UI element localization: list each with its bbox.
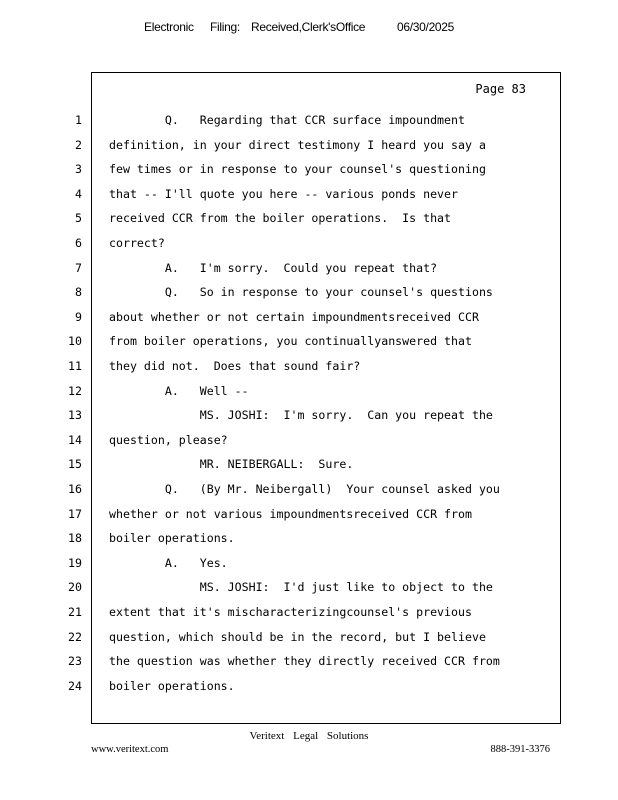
line-text: MS. JOSHI: I'm sorry. Can you repeat the — [109, 408, 493, 423]
transcript-line — [0, 260, 618, 285]
line-text: question, please? — [109, 432, 228, 447]
transcript-line — [0, 309, 618, 334]
transcript-line — [0, 333, 618, 358]
line-text: Q. Regarding that CCR surface impoundment — [109, 113, 465, 127]
line-number: 23 — [68, 654, 82, 669]
transcript-line — [0, 407, 618, 432]
line-text: received CCR from the boiler operations. Is that — [109, 211, 452, 226]
transcript-line — [0, 678, 618, 703]
header-date: 06/30/2025 — [397, 20, 455, 34]
line-text: A. Yes. — [109, 555, 228, 570]
line-number: 2 — [75, 137, 82, 152]
footer-website: www.veritext.com — [91, 744, 169, 755]
line-number: 13 — [68, 408, 82, 423]
transcript-line — [0, 358, 618, 383]
line-number: 10 — [68, 334, 82, 349]
line-text: from boiler operations, you continuallyanswered that — [109, 334, 472, 349]
line-text: few times or in response to your counsel's questioning — [109, 162, 486, 177]
transcript-line — [0, 579, 618, 604]
line-text: A. I'm sorry. Could you repeat that? — [109, 260, 438, 275]
line-number: 18 — [68, 531, 82, 546]
transcript-line — [0, 506, 618, 531]
line-number: 7 — [75, 260, 82, 275]
transcript-line — [0, 456, 618, 481]
transcript-line — [0, 235, 618, 260]
transcript-line — [0, 653, 618, 678]
transcript-line — [0, 210, 618, 235]
transcript-line — [0, 432, 618, 457]
transcript-line — [0, 629, 618, 654]
transcript-line — [0, 383, 618, 408]
line-number: 12 — [68, 383, 82, 398]
line-text: MS. JOSHI: I'd just like to object to the — [109, 580, 493, 595]
transcript-line — [0, 284, 618, 309]
line-text: they did not. Does that sound fair? — [109, 359, 361, 373]
transcript-line — [0, 481, 618, 506]
line-text: boiler operations. — [109, 678, 235, 693]
line-text: MR. NEIBERGALL: Sure. — [109, 457, 354, 472]
line-number: 14 — [68, 432, 82, 447]
line-text: A. Well -- — [109, 383, 249, 398]
line-number: 22 — [68, 629, 82, 644]
transcript-line — [0, 604, 618, 629]
line-number: 15 — [68, 457, 82, 472]
line-text: about whether or not certain impoundmentsreceived CCR — [109, 309, 479, 324]
transcript-line — [0, 137, 618, 162]
line-number: 1 — [75, 113, 82, 127]
line-text: whether or not various impoundmentsreceived CCR from — [109, 506, 472, 521]
line-number: 4 — [75, 186, 82, 201]
filing-stamp-header — [0, 20, 618, 38]
line-number: 24 — [68, 678, 82, 693]
page-number: Page 83 — [475, 82, 526, 96]
line-text: correct? — [109, 236, 165, 250]
line-number: 9 — [75, 309, 82, 324]
line-text: question, which should be in the record, but I believe — [109, 629, 486, 644]
line-number: 8 — [75, 285, 82, 300]
header-filing: Filing: — [210, 20, 240, 34]
line-number: 3 — [75, 162, 82, 177]
line-text: that -- I'll quote you here -- various ponds never — [109, 186, 459, 201]
line-number: 5 — [75, 211, 82, 226]
transcript-line — [0, 112, 618, 137]
line-text: the question was whether they directly received CCR from — [109, 654, 500, 669]
line-number: 6 — [75, 236, 82, 250]
line-number: 17 — [68, 506, 82, 521]
line-text: definition, in your direct testimony I heard you say a — [109, 137, 486, 152]
transcript-line — [0, 161, 618, 186]
header-received: Received,Clerk'sOffice — [251, 20, 366, 34]
transcript-line — [0, 186, 618, 211]
line-text: Q. So in response to your counsel's questions — [109, 285, 493, 300]
line-number: 21 — [68, 605, 82, 619]
line-number: 16 — [68, 482, 82, 496]
line-number: 19 — [68, 555, 82, 570]
line-number: 20 — [68, 580, 82, 595]
transcript-line — [0, 530, 618, 555]
line-text: Q. (By Mr. Neibergall) Your counsel asked you — [109, 482, 500, 496]
line-text: extent that it's mischaracterizingcounsel's previous — [109, 605, 472, 619]
footer-company: Veritext Legal Solutions — [249, 730, 369, 742]
line-text: boiler operations. — [109, 531, 235, 546]
line-number: 11 — [68, 359, 82, 373]
footer-phone: 888-391-3376 — [490, 744, 550, 755]
transcript-line — [0, 555, 618, 580]
header-electronic: Electronic — [144, 20, 194, 34]
